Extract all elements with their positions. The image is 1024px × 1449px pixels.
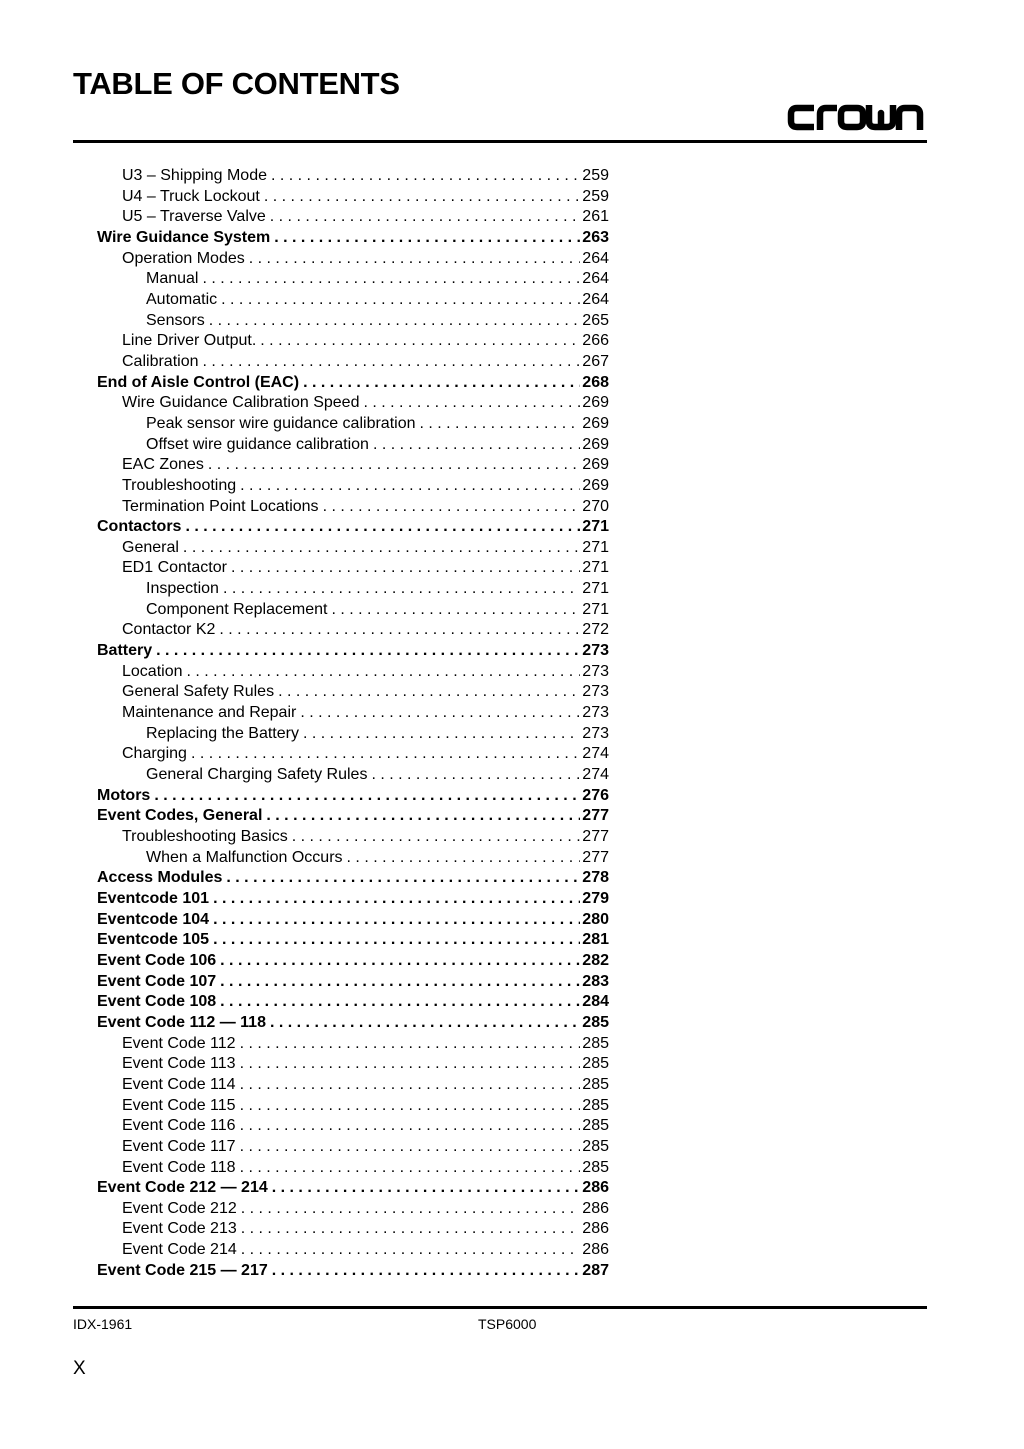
toc-entry-label: When a Malfunction Occurs (146, 848, 343, 866)
toc-entry-label: General Charging Safety Rules (146, 766, 368, 784)
toc-entry[interactable] (97, 269, 609, 290)
dot-leader (213, 889, 580, 910)
toc-entry-page: 266 (582, 332, 609, 350)
toc-entry[interactable] (97, 951, 609, 972)
toc-entry-page: 277 (582, 828, 609, 845)
toc-entry-label: General (122, 538, 179, 556)
toc-entry-page: 274 (582, 745, 609, 763)
toc-entry-label: Eventcode 101 (97, 889, 210, 907)
toc-entry-label: EAC Zones (122, 456, 204, 474)
dot-leader (220, 951, 580, 972)
toc-entry[interactable] (97, 682, 609, 703)
toc-entry[interactable] (97, 393, 609, 414)
toc-entry-label: Event Code 118 (122, 1158, 236, 1176)
toc-entry-label: Event Code 112 (122, 1034, 236, 1052)
toc-entry-label: Event Code 117 (122, 1137, 236, 1155)
toc-entry-label: End of Aisle Control (EAC) (97, 373, 300, 391)
toc-entry[interactable] (97, 228, 609, 249)
toc-entry[interactable] (97, 868, 609, 889)
toc-entry-label: Wire Guidance System (97, 228, 271, 246)
crown-logo (787, 101, 927, 134)
toc-entry-label: Event Code 113 (122, 1055, 236, 1073)
toc-entry-label: Eventcode 104 (97, 910, 210, 928)
dot-leader (220, 992, 580, 1013)
toc-entry-label: Sensors (146, 311, 205, 329)
toc-entry-label: Access Modules (97, 869, 223, 887)
toc-entry[interactable] (97, 373, 609, 394)
model-name: TSP6000 (478, 1316, 537, 1332)
toc-entry-label: Troubleshooting (122, 476, 237, 494)
toc-entry-page: 269 (582, 476, 609, 494)
table-of-contents (97, 166, 609, 1281)
toc-entry-page: 264 (582, 290, 609, 308)
toc-entry-page: 274 (582, 766, 609, 784)
toc-entry-label: Event Code 214 (122, 1241, 237, 1259)
dot-leader (240, 1137, 581, 1158)
dot-leader (191, 744, 580, 765)
toc-entry-page: 281 (582, 931, 609, 949)
toc-entry-label: General Safety Rules (122, 683, 275, 701)
toc-entry-page: 285 (582, 1055, 609, 1073)
document-id: IDX-1961 (73, 1316, 133, 1332)
dot-leader (183, 538, 580, 559)
toc-entry-page: 264 (582, 249, 609, 267)
toc-entry-label: U3 – Shipping Mode (122, 167, 267, 184)
dot-leader (300, 703, 580, 724)
toc-entry-page: 271 (582, 538, 609, 556)
dot-leader (303, 373, 580, 394)
toc-entry[interactable] (97, 1261, 609, 1282)
toc-entry-page: 265 (582, 311, 609, 329)
dot-leader (274, 228, 580, 249)
toc-entry[interactable] (97, 1158, 609, 1179)
toc-entry-page: 267 (582, 352, 609, 370)
dot-leader (220, 972, 580, 993)
dot-leader (156, 641, 580, 662)
toc-entry[interactable] (97, 311, 609, 332)
toc-entry-page: 270 (582, 497, 609, 515)
dot-leader (266, 806, 580, 827)
footer-rule (73, 1306, 927, 1309)
toc-entry[interactable] (97, 538, 609, 559)
dot-leader (187, 662, 581, 683)
dot-leader (219, 620, 580, 641)
page-title: TABLE OF CONTENTS (73, 66, 400, 101)
page-number: X (73, 1358, 86, 1379)
dot-leader (272, 1178, 581, 1199)
dot-leader (240, 1158, 581, 1179)
toc-entry-page: 285 (582, 1034, 609, 1052)
dot-leader (240, 1096, 581, 1117)
toc-entry-page: 287 (582, 1261, 609, 1279)
toc-entry-label: Troubleshooting Basics (122, 828, 288, 845)
toc-entry-page: 285 (582, 1096, 609, 1114)
dot-leader (231, 558, 580, 579)
dot-leader (240, 1054, 581, 1075)
toc-entry[interactable] (97, 1013, 609, 1034)
dot-leader (419, 414, 580, 435)
toc-entry-page: 271 (582, 600, 609, 618)
toc-entry-label: Event Code 107 (97, 972, 217, 990)
dot-leader (241, 1199, 581, 1220)
toc-entry-label: Contactor K2 (122, 621, 216, 639)
toc-entry[interactable] (97, 703, 609, 724)
toc-entry[interactable] (97, 1219, 609, 1240)
toc-entry[interactable] (97, 290, 609, 311)
toc-entry-label: Event Code 212 (122, 1199, 237, 1217)
toc-entry-label: Manual (146, 270, 199, 288)
toc-entry-page: 271 (582, 580, 609, 598)
toc-entry-page: 271 (582, 559, 609, 577)
toc-entry[interactable] (97, 352, 609, 373)
toc-entry-label: Event Codes, General (97, 807, 263, 825)
toc-entry-label: Wire Guidance Calibration Speed (122, 394, 360, 412)
dot-leader (202, 269, 580, 290)
dot-leader (270, 1013, 580, 1034)
dot-leader (240, 1034, 581, 1055)
toc-entry[interactable] (97, 455, 609, 476)
toc-entry-label: Event Code 114 (122, 1075, 236, 1093)
dot-leader (240, 476, 580, 497)
toc-entry[interactable] (97, 889, 609, 910)
dot-leader (185, 517, 580, 538)
dot-leader (241, 1219, 581, 1240)
toc-entry-page: 273 (582, 724, 609, 742)
dot-leader (272, 1261, 581, 1282)
toc-entry-page: 285 (582, 1137, 609, 1155)
dot-leader (208, 455, 580, 476)
toc-entry-page: 259 (582, 187, 609, 205)
toc-entry-label: ED1 Contactor (122, 559, 227, 577)
toc-entry[interactable] (97, 1034, 609, 1055)
toc-entry-page: 269 (582, 435, 609, 453)
toc-entry-label: Automatic (146, 290, 218, 308)
toc-entry[interactable] (97, 249, 609, 270)
toc-entry-label: Calibration (122, 352, 199, 370)
dot-leader (323, 497, 581, 518)
toc-entry[interactable] (97, 1075, 609, 1096)
toc-entry[interactable] (97, 765, 609, 786)
dot-leader (249, 249, 581, 270)
toc-entry-label: Operation Modes (122, 249, 245, 267)
dot-leader (241, 1240, 581, 1261)
toc-entry-page: 273 (582, 662, 609, 680)
toc-entry-label: Event Code 112 — 118 (97, 1013, 266, 1031)
toc-entry-page: 271 (582, 518, 609, 536)
toc-entry-page: 278 (582, 869, 609, 887)
header-rule (73, 140, 927, 143)
toc-entry[interactable] (97, 579, 609, 600)
toc-entry[interactable] (97, 1137, 609, 1158)
toc-entry-page: 285 (582, 1158, 609, 1176)
toc-entry-label: Event Code 116 (122, 1117, 236, 1135)
dot-leader (223, 579, 580, 600)
toc-entry-label: Battery (97, 642, 153, 660)
toc-entry[interactable] (97, 1178, 609, 1199)
toc-entry[interactable] (97, 331, 609, 352)
toc-entry-label: Charging (122, 745, 187, 763)
dot-leader (213, 910, 580, 931)
toc-entry[interactable] (97, 641, 609, 662)
toc-entry-page: 282 (582, 951, 609, 969)
toc-entry[interactable] (97, 910, 609, 931)
toc-entry[interactable] (97, 806, 609, 827)
dot-leader (278, 682, 580, 703)
toc-entry-page: 277 (582, 848, 609, 866)
dot-leader (303, 724, 580, 745)
toc-entry-label: Location (122, 662, 183, 680)
toc-entry-page: 286 (582, 1179, 609, 1197)
toc-entry[interactable] (97, 786, 609, 807)
toc-entry-label: Event Code 213 (122, 1220, 237, 1238)
toc-entry-label: Replacing the Battery (146, 724, 299, 742)
dot-leader (154, 786, 580, 807)
toc-entry[interactable] (97, 744, 609, 765)
toc-entry-page: 284 (582, 993, 609, 1011)
toc-entry[interactable] (97, 435, 609, 456)
dot-leader (226, 868, 580, 889)
toc-entry-page: 283 (582, 972, 609, 990)
toc-entry-page: 280 (582, 910, 609, 928)
toc-entry[interactable] (97, 620, 609, 641)
toc-entry-label: Event Code 115 (122, 1096, 236, 1114)
toc-entry-label: U5 – Traverse Valve (122, 208, 266, 226)
toc-entry[interactable] (97, 1054, 609, 1075)
toc-entry-page: 272 (582, 621, 609, 639)
toc-entry[interactable] (97, 600, 609, 621)
toc-entry-label: Component Replacement (146, 600, 328, 618)
dot-leader (371, 765, 580, 786)
toc-entry-page: 286 (582, 1241, 609, 1259)
toc-entry[interactable] (97, 414, 609, 435)
toc-entry-label: Motors (97, 786, 151, 804)
dot-leader (270, 207, 581, 228)
dot-leader (264, 187, 580, 208)
toc-entry-page: 285 (582, 1075, 609, 1093)
toc-entry-label: Event Code 212 — 214 (97, 1179, 268, 1197)
toc-entry[interactable] (97, 207, 609, 228)
toc-entry[interactable] (97, 166, 609, 187)
toc-entry[interactable] (97, 497, 609, 518)
toc-entry-page: 263 (582, 228, 609, 246)
dot-leader (240, 1116, 581, 1137)
toc-entry[interactable] (97, 827, 609, 848)
toc-entry-label: Termination Point Locations (122, 497, 319, 515)
toc-entry[interactable] (97, 724, 609, 745)
toc-entry-page: 273 (582, 642, 609, 660)
dot-leader (373, 435, 580, 456)
toc-entry-page: 277 (582, 807, 609, 825)
toc-entry[interactable] (97, 187, 609, 208)
toc-entry-page: 268 (582, 373, 609, 391)
toc-entry-page: 273 (582, 704, 609, 722)
toc-entry[interactable] (97, 930, 609, 951)
dot-leader (202, 352, 580, 373)
dot-leader (209, 311, 581, 332)
dot-leader (221, 290, 580, 311)
toc-entry-label: Inspection (146, 580, 219, 598)
toc-entry-page: 286 (582, 1220, 609, 1238)
dot-leader (240, 1075, 581, 1096)
dot-leader (347, 848, 581, 869)
toc-entry-page: 269 (582, 414, 609, 432)
toc-entry-label: Maintenance and Repair (122, 704, 297, 722)
toc-entry[interactable] (97, 1116, 609, 1137)
toc-entry[interactable] (97, 992, 609, 1013)
toc-entry-page: 259 (582, 167, 609, 184)
toc-entry-label: Event Code 215 — 217 (97, 1261, 268, 1279)
toc-entry-page: 285 (582, 1013, 609, 1031)
toc-entry[interactable] (97, 1199, 609, 1220)
dot-leader (213, 930, 580, 951)
toc-entry-page: 276 (582, 786, 609, 804)
toc-entry-page: 273 (582, 683, 609, 701)
toc-entry-label: Eventcode 105 (97, 931, 210, 949)
toc-entry-page: 279 (582, 889, 609, 907)
toc-entry[interactable] (97, 662, 609, 683)
toc-entry-label: Peak sensor wire guidance calibration (146, 414, 416, 432)
toc-entry-page: 269 (582, 394, 609, 412)
dot-leader (271, 166, 580, 187)
dot-leader (260, 331, 580, 352)
dot-leader (292, 827, 581, 848)
toc-entry[interactable] (97, 517, 609, 538)
toc-entry-label: Event Code 108 (97, 993, 217, 1011)
toc-entry[interactable] (97, 848, 609, 869)
toc-entry-page: 269 (582, 456, 609, 474)
toc-entry[interactable] (97, 972, 609, 993)
toc-entry[interactable] (97, 476, 609, 497)
dot-leader (363, 393, 580, 414)
toc-entry-page: 286 (582, 1199, 609, 1217)
toc-entry-page: 261 (582, 208, 609, 226)
toc-entry[interactable] (97, 558, 609, 579)
toc-entry[interactable] (97, 1096, 609, 1117)
toc-entry-label: U4 – Truck Lockout (122, 187, 260, 205)
toc-entry-label: Offset wire guidance calibration (146, 435, 369, 453)
toc-entry-label: Contactors (97, 518, 182, 536)
toc-entry-label: Line Driver Output. (122, 332, 257, 350)
toc-entry[interactable] (97, 1240, 609, 1261)
toc-entry-page: 264 (582, 270, 609, 288)
toc-entry-page: 285 (582, 1117, 609, 1135)
toc-entry-label: Event Code 106 (97, 951, 217, 969)
dot-leader (331, 600, 580, 621)
